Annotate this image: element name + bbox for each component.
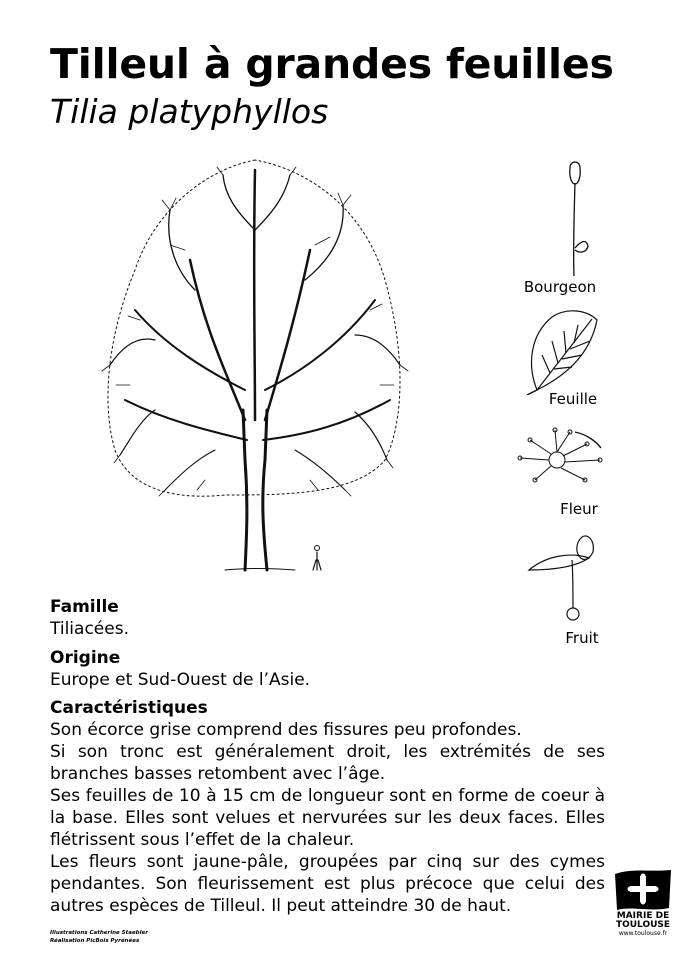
scientific-name: Tilia platyphyllos (50, 92, 329, 131)
illustration-label-bud: Bourgeon (523, 278, 597, 296)
credit-realisation: Réalisation PicBois Pyrénées (50, 938, 140, 944)
section-famille (50, 596, 605, 640)
logo-url: www.toulouse.fr (618, 930, 668, 937)
section-heading-famille: Famille (50, 597, 119, 617)
section-text-origine: Europe et Sud-Ouest de l’Asie. (50, 670, 311, 690)
logo-line2: TOULOUSE (615, 920, 671, 930)
illustration-label-leaf: Feuille (548, 390, 598, 408)
characteristics-paragraph: Ses feuilles de 10 à 15 cm de longueur sont en forme de coeur à la base. Elles sont velues et nervurées sur les deux faces. Elles flétrissent sous l’effet de la chaleur. (50, 786, 605, 850)
logo-line1: MAIRIE DE (616, 911, 670, 921)
credit-illustrations: Illustrations Catherine Staebler (50, 930, 148, 936)
mairie-logo (608, 868, 678, 937)
section-origine (50, 647, 605, 691)
section-heading-origine: Origine (50, 648, 121, 668)
occitan-cross-icon (611, 868, 675, 912)
illustration-label-fruit: Fruit (565, 629, 599, 647)
section-text-famille: Tiliacées. (50, 619, 129, 639)
section-heading-caracteristiques: Caractéristiques (50, 698, 208, 718)
characteristics-paragraph: Son écorce grise comprend des fissures peu profondes. (50, 720, 522, 740)
flower-icon (515, 422, 605, 487)
section-caracteristiques (50, 697, 605, 917)
tree-illustration (95, 150, 415, 575)
illustration-label-flower: Fleur (560, 500, 598, 518)
bud-icon (560, 158, 590, 278)
page-title: Tilleul à grandes feuilles (50, 40, 614, 88)
characteristics-paragraph: Si son tronc est généralement droit, les extrémités de ses branches basses retombent avec l’âge. (50, 742, 605, 784)
characteristics-paragraph: Les fleurs sont jaune-pâle, groupées par cinq sur des cymes pendantes. Son fleurissement est plus précoce que celui des autres espèces de Tilleul. Il peut atteindre 30 de haut. (50, 852, 605, 916)
leaf-icon (522, 305, 602, 395)
